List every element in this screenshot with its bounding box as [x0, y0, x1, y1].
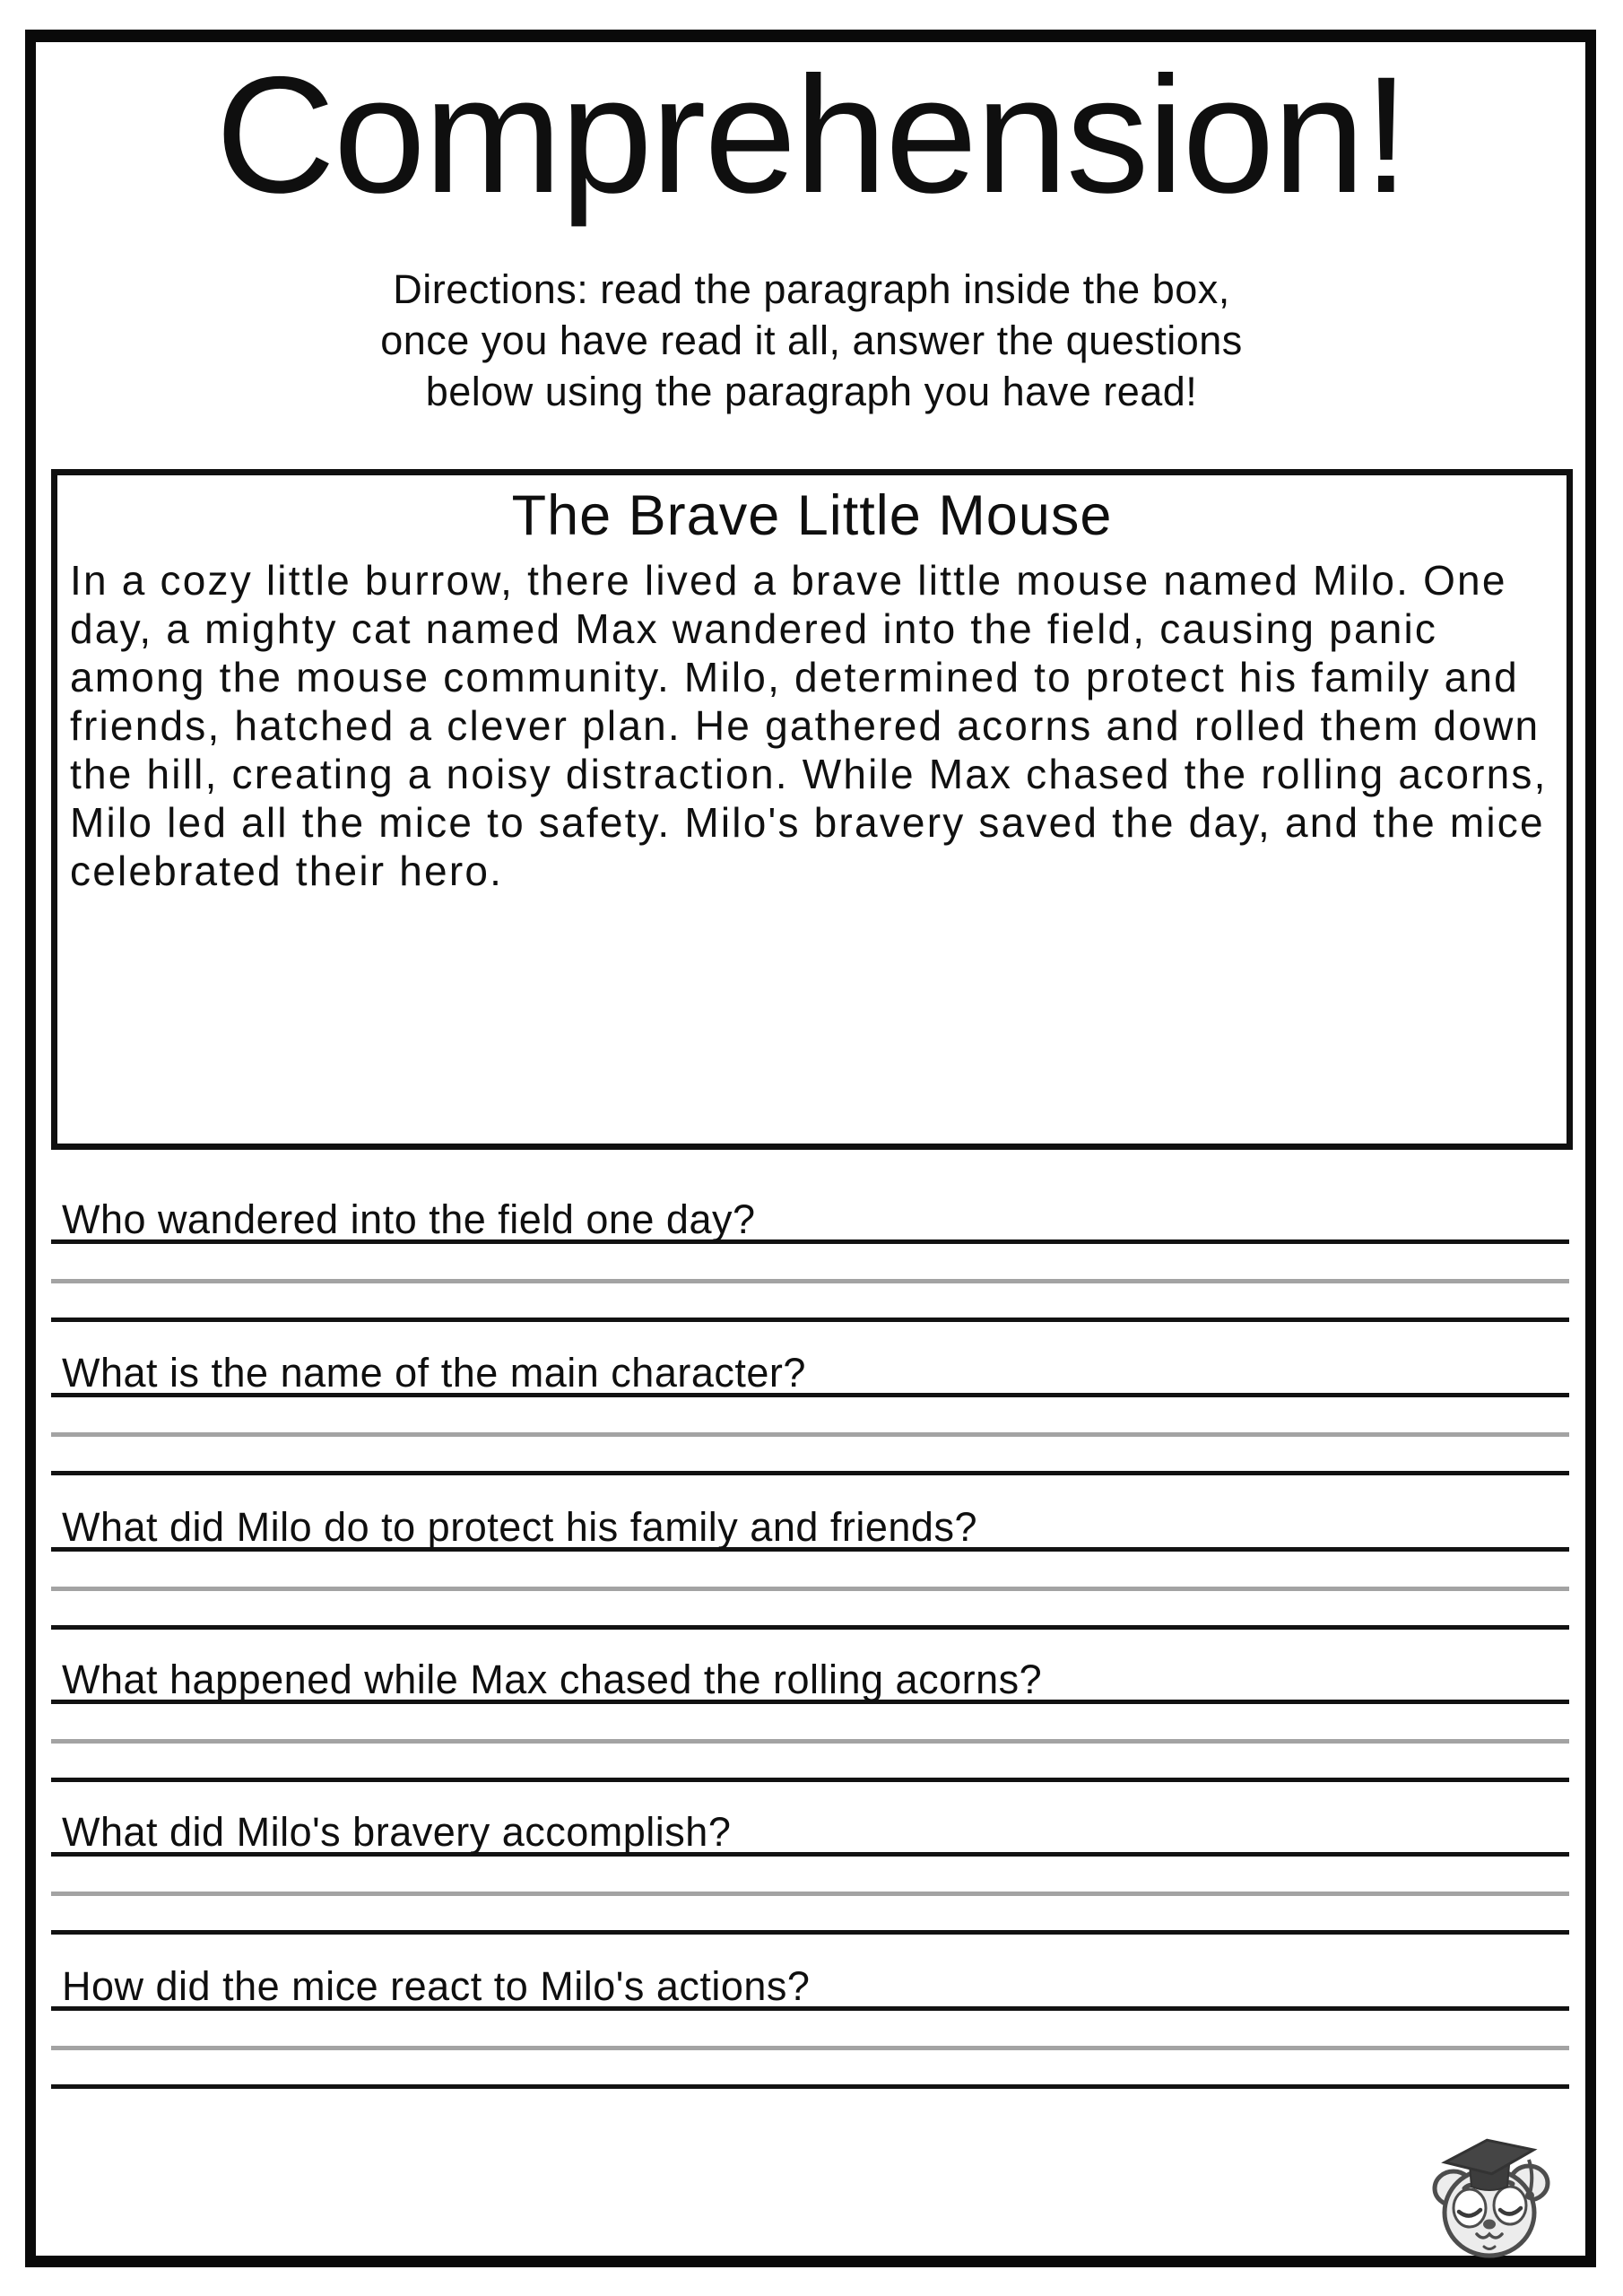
answer-line-1	[51, 2046, 1569, 2050]
answer-line-2	[51, 2084, 1569, 2089]
question-text: What happened while Max chased the rolling acorns?	[51, 1653, 1569, 1704]
passage-text: In a cozy little burrow, there lived a brave little mouse named Milo. One day, a mighty cat named Max wandered into the field, causing panic among the mouse community. Milo, determined to protect his family and friends, hatched a clever plan. He gathered acorns and rolled them down the hill, creating a noisy distraction. While Max chased the rolling acorns, Milo led all the mice to safety. Milo's bravery saved the day, and the mice celebrated their hero.	[70, 557, 1548, 894]
graduate-panda-logo	[1424, 2138, 1557, 2262]
question-text: What did Milo do to protect his family and friends?	[51, 1500, 1569, 1552]
question-text: Who wandered into the field one day?	[51, 1193, 1569, 1244]
question-block	[51, 1805, 1569, 1935]
answer-line-2	[51, 1625, 1569, 1630]
question-block	[51, 1960, 1569, 2089]
question-text: What is the name of the main character?	[51, 1346, 1569, 1397]
question-block	[51, 1193, 1569, 1322]
answer-line-2	[51, 1318, 1569, 1322]
question-block	[51, 1346, 1569, 1475]
answer-line-2	[51, 1471, 1569, 1475]
passage-title: The Brave Little Mouse	[511, 484, 1113, 547]
worksheet-title: Comprehension!	[215, 43, 1408, 228]
answer-line-2	[51, 1778, 1569, 1782]
answer-line-1	[51, 1279, 1569, 1283]
directions-line: below using the paragraph you have read!	[425, 369, 1198, 414]
directions	[0, 264, 1623, 417]
directions-line: Directions: read the paragraph inside the box,	[393, 266, 1230, 312]
answer-line-1	[51, 1739, 1569, 1744]
question-block	[51, 1653, 1569, 1782]
question-text: How did the mice react to Milo's actions?	[51, 1960, 1569, 2011]
directions-line: once you have read it all, answer the questions	[380, 317, 1243, 363]
question-block	[51, 1500, 1569, 1630]
question-text: What did Milo's bravery accomplish?	[51, 1805, 1569, 1857]
answer-line-2	[51, 1930, 1569, 1935]
answer-line-1	[51, 1892, 1569, 1896]
answer-line-1	[51, 1587, 1569, 1591]
passage-box	[51, 469, 1573, 1150]
answer-line-1	[51, 1432, 1569, 1437]
